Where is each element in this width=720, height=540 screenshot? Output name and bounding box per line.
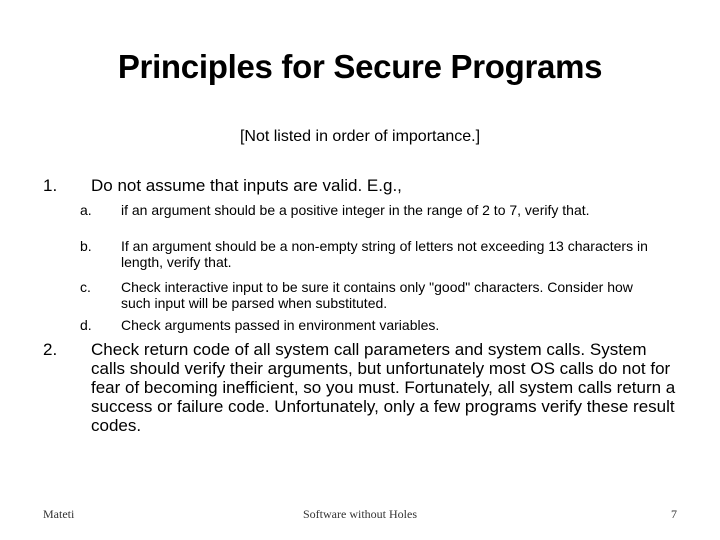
slide-subtitle: [Not listed in order of importance.] xyxy=(239,128,481,145)
subitem-letter: a. xyxy=(80,202,92,218)
item-number: 2. xyxy=(43,340,58,359)
subitem-text: if an argument should be a positive integer in the range of 2 to 7, verify that. xyxy=(121,202,590,218)
subitem-text: If an argument should be a non-empty string of letters not exceeding 13 characters in length, verify that. xyxy=(121,238,648,270)
subitem-letter: c. xyxy=(80,279,91,295)
footer-author: Mateti xyxy=(43,507,75,521)
subitem-letter: b. xyxy=(80,238,92,254)
page-number: 7 xyxy=(671,507,677,521)
slide-title: Principles for Secure Programs xyxy=(117,48,603,85)
subitem-text: Check arguments passed in environment variables. xyxy=(121,317,440,333)
item-text: Do not assume that inputs are valid. E.g., xyxy=(91,176,402,195)
item-number: 1. xyxy=(43,176,58,195)
item-text: Check return code of all system call parameters and system calls. System calls should verify their arguments, but unfortunately most OS calls do not for fear of becoming inefficient, so you must. Fortunately, all system calls return a success or failure code. Unfortunately, only a few programs verify these result codes. xyxy=(91,340,676,435)
subitem-text: Check interactive input to be sure it contains only "good" characters. Consider how such input will be parsed when substituted. xyxy=(121,279,633,311)
subitem-letter: d. xyxy=(80,317,92,333)
footer-title: Software without Holes xyxy=(303,507,417,521)
